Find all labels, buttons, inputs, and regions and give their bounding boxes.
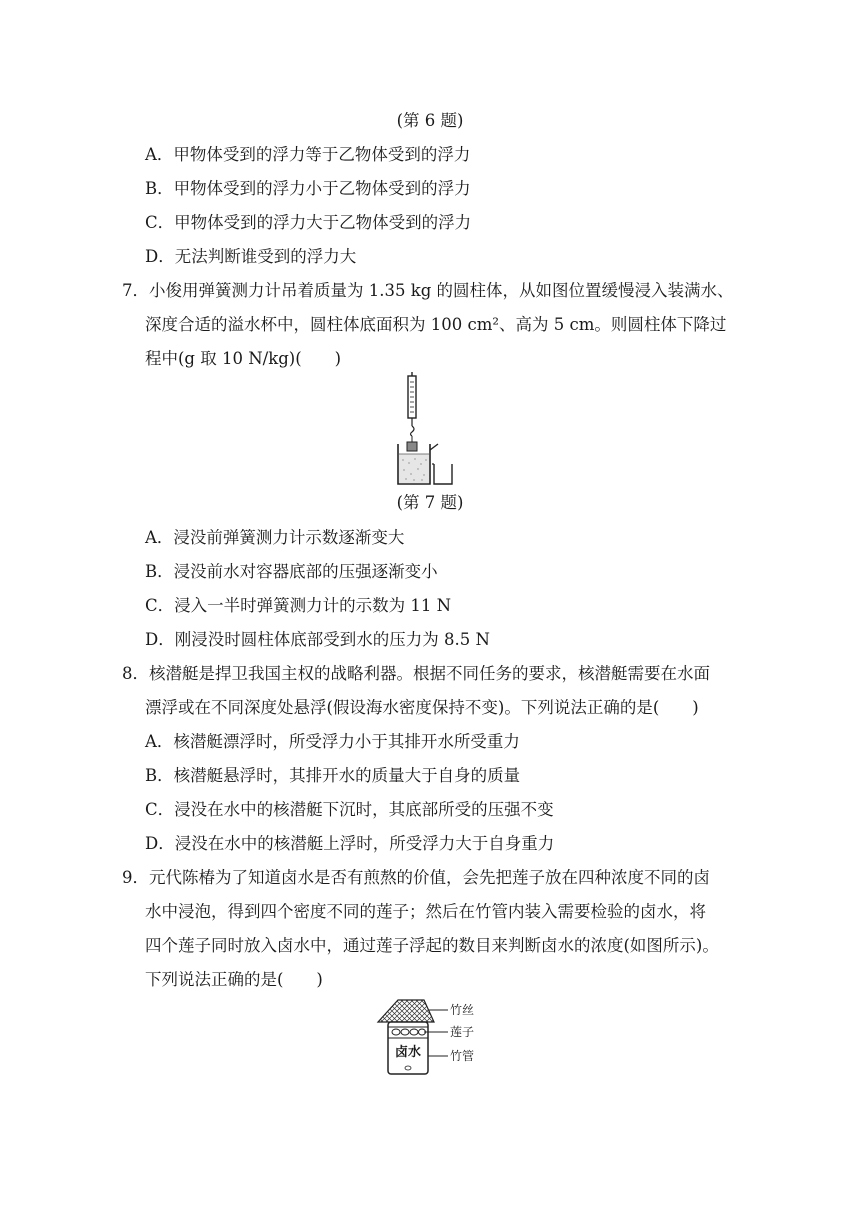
q9-brine-label: 卤水 [394, 1045, 422, 1060]
q7-figure-spring-scale-overflow-cup [390, 370, 470, 488]
q7-option-a: A．浸没前弹簧测力计示数逐渐变大 [145, 528, 405, 547]
q7-stem-line-3: 程中(g 取 10 N/kg)( ) [145, 349, 342, 368]
q9-stem-line-4: 下列说法正确的是( ) [145, 970, 323, 989]
q9-stem-line-2: 水中浸泡，得到四个密度不同的莲子；然后在竹管内装入需要检验的卤水，将 [145, 902, 706, 921]
q9-stem-line-1: 9．元代陈椿为了知道卤水是否有煎熬的价值，会先把莲子放在四种浓度不同的卤 [122, 868, 710, 887]
q8-stem-line-2: 漂浮或在不同深度处悬浮(假设海水密度保持不变)。下列说法正确的是( ) [145, 698, 699, 717]
q7-stem-line-1: 7．小俊用弹簧测力计吊着质量为 1.35 kg 的圆柱体，从如图位置缓慢浸入装满水、 [122, 281, 734, 300]
q9-bamboo-silk-label: 竹丝 [450, 1003, 475, 1017]
q7-option-c: C．浸入一半时弹簧测力计的示数为 11 N [145, 596, 452, 615]
q9-figure-bamboo-tube-brine [372, 996, 490, 1082]
q9-lotus-seed-label: 莲子 [450, 1025, 475, 1039]
q8-stem-line-1: 8．核潜艇是捍卫我国主权的战略利器。根据不同任务的要求，核潜艇需要在水面 [122, 664, 710, 683]
q6-option-c: C．甲物体受到的浮力大于乙物体受到的浮力 [145, 213, 472, 232]
q7-option-b: B．浸没前水对容器底部的压强逐渐变小 [145, 562, 438, 581]
q8-option-c: C．浸没在水中的核潜艇下沉时，其底部所受的压强不变 [145, 800, 554, 819]
q6-caption: (第 6 题) [396, 111, 464, 130]
q7-caption: (第 7 题) [396, 493, 464, 512]
q9-bamboo-tube-label: 竹管 [450, 1049, 475, 1063]
q6-option-d: D．无法判断谁受到的浮力大 [145, 247, 357, 266]
q6-option-a: A．甲物体受到的浮力等于乙物体受到的浮力 [145, 145, 471, 164]
q8-option-b: B．核潜艇悬浮时，其排开水的质量大于自身的质量 [145, 766, 521, 785]
q8-option-a: A．核潜艇漂浮时，所受浮力小于其排开水所受重力 [145, 732, 520, 751]
q7-stem-line-2: 深度合适的溢水杯中，圆柱体底面积为 100 cm²、高为 5 cm。则圆柱体下降过 [145, 315, 727, 334]
q6-option-b: B．甲物体受到的浮力小于乙物体受到的浮力 [145, 179, 471, 198]
q9-stem-line-3: 四个莲子同时放入卤水中，通过莲子浮起的数目来判断卤水的浓度(如图所示)。 [145, 936, 719, 955]
q7-option-d: D．刚浸没时圆柱体底部受到水的压力为 8.5 N [145, 630, 490, 649]
q8-option-d: D．浸没在水中的核潜艇上浮时，所受浮力大于自身重力 [145, 834, 555, 853]
